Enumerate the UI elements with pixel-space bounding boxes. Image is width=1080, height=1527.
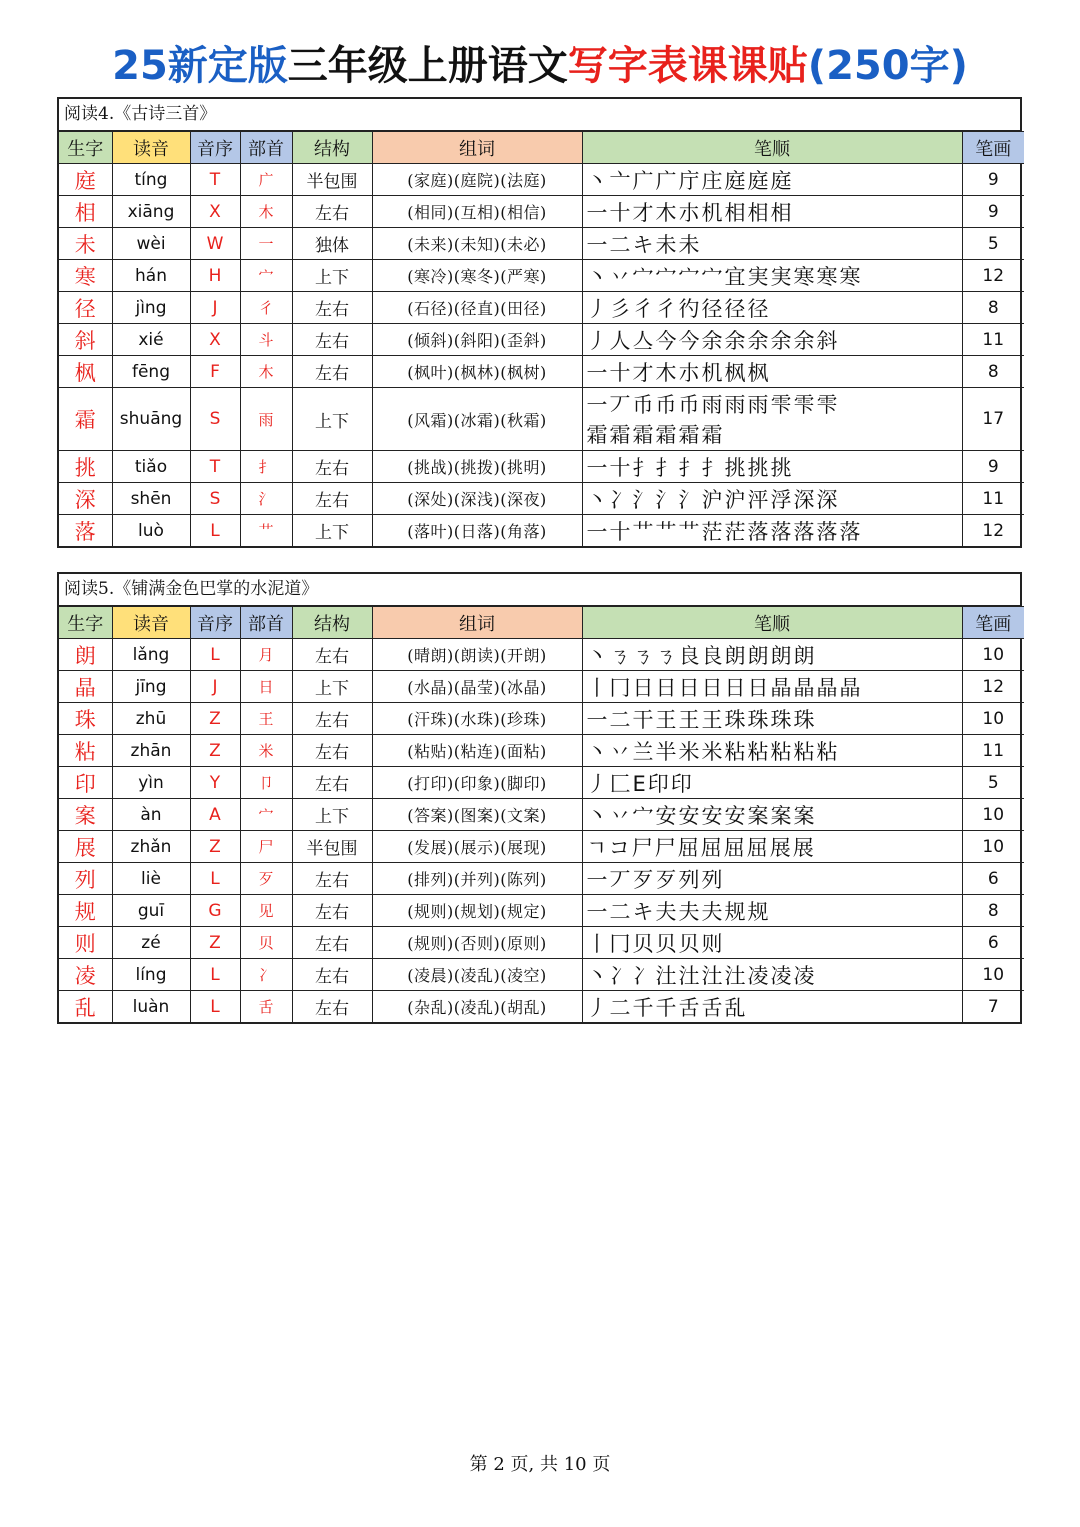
phonetic-order-cell: L <box>190 959 240 991</box>
stroke-order-cell <box>582 831 962 863</box>
stroke-order-cell <box>582 799 962 831</box>
word-group-cell: (答案)(图案)(文案) <box>372 799 582 831</box>
col-header-char: 生字 <box>59 132 112 164</box>
stroke-sequence: 丿二千千舌舌乱 <box>586 995 748 1020</box>
lesson-heading: 阅读5.《铺满金色巴掌的水泥道》 <box>59 574 1020 606</box>
phonetic-order-cell: S <box>190 483 240 515</box>
table-row <box>59 703 1024 735</box>
word-group-cell: (规则)(否则)(原则) <box>372 927 582 959</box>
radical-cell: 日 <box>240 671 292 703</box>
header-row <box>59 132 1024 164</box>
stroke-order-cell <box>582 927 962 959</box>
stroke-count-cell: 10 <box>962 703 1024 735</box>
stroke-sequence-continued: 霜霜霜霜霜霜 <box>586 423 725 447</box>
radical-cell: 见 <box>240 895 292 927</box>
phonetic-order-cell: Z <box>190 735 240 767</box>
col-header-strokes: 笔顺 <box>582 132 962 164</box>
structure-cell: 上下 <box>292 515 372 547</box>
stroke-sequence: 一十才木朩机枫枫 <box>586 360 771 385</box>
character-cell: 乱 <box>59 991 112 1023</box>
stroke-sequence: 丶亠广广庁庄庭庭庭 <box>586 168 794 193</box>
character-cell: 寒 <box>59 260 112 292</box>
structure-cell: 左右 <box>292 356 372 388</box>
phonetic-order-cell: T <box>190 164 240 196</box>
stroke-count-cell: 17 <box>962 388 1024 451</box>
word-group-cell: (未来)(未知)(未必) <box>372 228 582 260</box>
table-row <box>59 292 1024 324</box>
table-row <box>59 164 1024 196</box>
col-header-order: 音序 <box>190 607 240 639</box>
word-group-cell: (发展)(展示)(展现) <box>372 831 582 863</box>
radical-cell: 艹 <box>240 515 292 547</box>
pinyin-cell: shuāng <box>112 388 190 451</box>
table-row <box>59 991 1024 1023</box>
table-row <box>59 671 1024 703</box>
phonetic-order-cell: F <box>190 356 240 388</box>
header-row <box>59 607 1024 639</box>
pinyin-cell: hán <box>112 260 190 292</box>
radical-cell: 一 <box>240 228 292 260</box>
stroke-count-cell: 9 <box>962 451 1024 483</box>
character-cell: 径 <box>59 292 112 324</box>
col-header-order: 音序 <box>190 132 240 164</box>
radical-cell: 舌 <box>240 991 292 1023</box>
stroke-order-cell <box>582 767 962 799</box>
title-part-4: (250字) <box>807 43 968 89</box>
character-cell: 展 <box>59 831 112 863</box>
character-cell: 庭 <box>59 164 112 196</box>
structure-cell: 独体 <box>292 228 372 260</box>
stroke-count-cell: 10 <box>962 799 1024 831</box>
stroke-order-cell <box>582 260 962 292</box>
structure-cell: 左右 <box>292 703 372 735</box>
stroke-count-cell: 12 <box>962 260 1024 292</box>
pinyin-cell: zé <box>112 927 190 959</box>
stroke-sequence: 丶冫氵氵氵沪沪泙浮深深 <box>586 487 840 512</box>
stroke-sequence: 一十才木朩机相相相 <box>586 200 794 225</box>
stroke-order-cell <box>582 451 962 483</box>
table-row <box>59 356 1024 388</box>
radical-cell: 木 <box>240 356 292 388</box>
table-row <box>59 799 1024 831</box>
stroke-count-cell: 8 <box>962 895 1024 927</box>
phonetic-order-cell: H <box>190 260 240 292</box>
phonetic-order-cell: L <box>190 639 240 671</box>
lesson-heading: 阅读4.《古诗三首》 <box>59 99 1020 131</box>
pinyin-cell: shēn <box>112 483 190 515</box>
col-header-words: 组词 <box>372 132 582 164</box>
word-group-cell: (杂乱)(凌乱)(胡乱) <box>372 991 582 1023</box>
stroke-sequence: 一丆币币币雨雨雨雫雫雫 <box>586 393 840 417</box>
pinyin-cell: lǎng <box>112 639 190 671</box>
word-group-cell: (枫叶)(枫林)(枫树) <box>372 356 582 388</box>
radical-cell: 卩 <box>240 767 292 799</box>
title-part-3: 写字表课课贴 <box>567 43 808 89</box>
table-row <box>59 895 1024 927</box>
character-cell: 斜 <box>59 324 112 356</box>
pinyin-cell: yìn <box>112 767 190 799</box>
table-row <box>59 483 1024 515</box>
stroke-count-cell: 8 <box>962 356 1024 388</box>
stroke-count-cell: 6 <box>962 927 1024 959</box>
character-table <box>59 131 1024 546</box>
structure-cell: 左右 <box>292 639 372 671</box>
stroke-count-cell: 11 <box>962 324 1024 356</box>
word-group-cell: (石径)(径直)(田径) <box>372 292 582 324</box>
col-header-words: 组词 <box>372 607 582 639</box>
stroke-sequence: 一十扌扌扌扌挑挑挑 <box>586 455 794 480</box>
radical-cell: 宀 <box>240 799 292 831</box>
stroke-sequence: 一二干王王王珠珠珠珠 <box>586 707 817 732</box>
radical-cell: 冫 <box>240 959 292 991</box>
pinyin-cell: luàn <box>112 991 190 1023</box>
character-cell: 珠 <box>59 703 112 735</box>
stroke-order-cell <box>582 735 962 767</box>
pinyin-cell: jìng <box>112 292 190 324</box>
stroke-sequence: 一十艹艹艹茫茫落落落落落 <box>586 519 863 544</box>
table-row <box>59 196 1024 228</box>
table-row <box>59 831 1024 863</box>
col-header-radical: 部首 <box>240 132 292 164</box>
radical-cell: 彳 <box>240 292 292 324</box>
character-cell: 相 <box>59 196 112 228</box>
stroke-count-cell: 8 <box>962 292 1024 324</box>
stroke-sequence: 丿匚E印印 <box>586 771 694 796</box>
stroke-sequence: 丶丷宀宀宀宀宜実実寒寒寒 <box>586 264 863 289</box>
table-row <box>59 735 1024 767</box>
pinyin-cell: tiǎo <box>112 451 190 483</box>
table-row <box>59 451 1024 483</box>
word-group-cell: (落叶)(日落)(角落) <box>372 515 582 547</box>
title-part-1: 25新定版 <box>112 43 288 89</box>
radical-cell: 王 <box>240 703 292 735</box>
character-cell: 深 <box>59 483 112 515</box>
structure-cell: 左右 <box>292 451 372 483</box>
structure-cell: 左右 <box>292 735 372 767</box>
stroke-order-cell <box>582 388 962 451</box>
structure-cell: 上下 <box>292 388 372 451</box>
pinyin-cell: xiāng <box>112 196 190 228</box>
phonetic-order-cell: Z <box>190 831 240 863</box>
pinyin-cell: luò <box>112 515 190 547</box>
stroke-sequence: 丿彡彳彳彴径径径 <box>586 296 771 321</box>
pinyin-cell: líng <box>112 959 190 991</box>
stroke-count-cell: 10 <box>962 959 1024 991</box>
stroke-order-cell <box>582 228 962 260</box>
col-header-char: 生字 <box>59 607 112 639</box>
col-header-pinyin: 读音 <box>112 132 190 164</box>
stroke-sequence: 一二キ夫夫夫规规 <box>586 899 771 924</box>
stroke-count-cell: 5 <box>962 228 1024 260</box>
phonetic-order-cell: G <box>190 895 240 927</box>
lesson-table-reading5 <box>57 572 1022 1024</box>
character-cell: 印 <box>59 767 112 799</box>
structure-cell: 左右 <box>292 991 372 1023</box>
pinyin-cell: zhǎn <box>112 831 190 863</box>
structure-cell: 左右 <box>292 927 372 959</box>
stroke-order-cell <box>582 863 962 895</box>
phonetic-order-cell: W <box>190 228 240 260</box>
character-table <box>59 606 1024 1022</box>
stroke-count-cell: 11 <box>962 483 1024 515</box>
word-group-cell: (倾斜)(斜阳)(歪斜) <box>372 324 582 356</box>
stroke-order-cell <box>582 483 962 515</box>
character-cell: 粘 <box>59 735 112 767</box>
stroke-sequence: ㄱコ尸尸屈屈屈屈展展 <box>586 835 816 860</box>
word-group-cell: (打印)(印象)(脚印) <box>372 767 582 799</box>
character-cell: 案 <box>59 799 112 831</box>
stroke-count-cell: 12 <box>962 515 1024 547</box>
phonetic-order-cell: S <box>190 388 240 451</box>
radical-cell: 米 <box>240 735 292 767</box>
stroke-sequence: 一二キ未未 <box>586 232 702 257</box>
word-group-cell: (凌晨)(凌乱)(凌空) <box>372 959 582 991</box>
pinyin-cell: xié <box>112 324 190 356</box>
word-group-cell: (水晶)(晶莹)(冰晶) <box>372 671 582 703</box>
word-group-cell: (汗珠)(水珠)(珍珠) <box>372 703 582 735</box>
table-row <box>59 388 1024 451</box>
stroke-count-cell: 9 <box>962 196 1024 228</box>
pinyin-cell: zhān <box>112 735 190 767</box>
word-group-cell: (规则)(规划)(规定) <box>372 895 582 927</box>
word-group-cell: (深处)(深浅)(深夜) <box>372 483 582 515</box>
stroke-order-cell <box>582 324 962 356</box>
stroke-order-cell <box>582 671 962 703</box>
word-group-cell: (晴朗)(朗读)(开朗) <box>372 639 582 671</box>
phonetic-order-cell: Z <box>190 703 240 735</box>
col-header-strokes: 笔顺 <box>582 607 962 639</box>
structure-cell: 左右 <box>292 767 372 799</box>
stroke-order-cell <box>582 703 962 735</box>
character-cell: 落 <box>59 515 112 547</box>
stroke-order-cell <box>582 356 962 388</box>
word-group-cell: (挑战)(挑拨)(挑明) <box>372 451 582 483</box>
stroke-order-cell <box>582 895 962 927</box>
radical-cell: 月 <box>240 639 292 671</box>
lesson-table-reading4 <box>57 97 1022 548</box>
character-cell: 凌 <box>59 959 112 991</box>
radical-cell: 广 <box>240 164 292 196</box>
stroke-count-cell: 11 <box>962 735 1024 767</box>
radical-cell: 宀 <box>240 260 292 292</box>
table-row <box>59 767 1024 799</box>
radical-cell: 氵 <box>240 483 292 515</box>
structure-cell: 左右 <box>292 292 372 324</box>
stroke-count-cell: 5 <box>962 767 1024 799</box>
stroke-order-cell <box>582 639 962 671</box>
character-cell: 霜 <box>59 388 112 451</box>
radical-cell: 雨 <box>240 388 292 451</box>
structure-cell: 左右 <box>292 483 372 515</box>
word-group-cell: (排列)(并列)(陈列) <box>372 863 582 895</box>
pinyin-cell: zhū <box>112 703 190 735</box>
structure-cell: 半包围 <box>292 831 372 863</box>
phonetic-order-cell: X <box>190 196 240 228</box>
table-row <box>59 324 1024 356</box>
pinyin-cell: wèi <box>112 228 190 260</box>
stroke-sequence: 丨冂日日日日日日晶晶晶晶 <box>586 675 863 700</box>
radical-cell: 贝 <box>240 927 292 959</box>
phonetic-order-cell: Y <box>190 767 240 799</box>
character-cell: 挑 <box>59 451 112 483</box>
phonetic-order-cell: J <box>190 292 240 324</box>
stroke-order-cell <box>582 292 962 324</box>
structure-cell: 半包围 <box>292 164 372 196</box>
pinyin-cell: àn <box>112 799 190 831</box>
stroke-sequence: 丶冫冫汢汢汢汢凌凌凌 <box>586 963 817 988</box>
phonetic-order-cell: T <box>190 451 240 483</box>
phonetic-order-cell: J <box>190 671 240 703</box>
col-header-radical: 部首 <box>240 607 292 639</box>
phonetic-order-cell: Z <box>190 927 240 959</box>
character-cell: 晶 <box>59 671 112 703</box>
table-row <box>59 639 1024 671</box>
stroke-sequence: 丶丷兰半米米粘粘粘粘粘 <box>586 739 840 764</box>
structure-cell: 左右 <box>292 324 372 356</box>
page-footer: 第 2 页, 共 10 页 <box>469 1454 611 1475</box>
character-cell: 规 <box>59 895 112 927</box>
table-row <box>59 959 1024 991</box>
phonetic-order-cell: A <box>190 799 240 831</box>
stroke-count-cell: 9 <box>962 164 1024 196</box>
structure-cell: 上下 <box>292 671 372 703</box>
word-group-cell: (家庭)(庭院)(法庭) <box>372 164 582 196</box>
stroke-order-cell <box>582 959 962 991</box>
col-header-pinyin: 读音 <box>112 607 190 639</box>
stroke-count-cell: 10 <box>962 831 1024 863</box>
structure-cell: 左右 <box>292 959 372 991</box>
stroke-count-cell: 10 <box>962 639 1024 671</box>
page-title <box>0 38 1080 94</box>
col-header-count: 笔画 <box>962 607 1024 639</box>
pinyin-cell: jīng <box>112 671 190 703</box>
radical-cell: 斗 <box>240 324 292 356</box>
pinyin-cell: fēng <box>112 356 190 388</box>
structure-cell: 左右 <box>292 895 372 927</box>
structure-cell: 左右 <box>292 863 372 895</box>
phonetic-order-cell: L <box>190 515 240 547</box>
character-cell: 则 <box>59 927 112 959</box>
character-cell: 未 <box>59 228 112 260</box>
character-cell: 列 <box>59 863 112 895</box>
col-header-count: 笔画 <box>962 132 1024 164</box>
table-row <box>59 260 1024 292</box>
structure-cell: 上下 <box>292 260 372 292</box>
stroke-sequence: 丶丷宀安安安安案案案 <box>586 803 817 828</box>
pinyin-cell: tíng <box>112 164 190 196</box>
word-group-cell: (相同)(互相)(相信) <box>372 196 582 228</box>
stroke-count-cell: 7 <box>962 991 1024 1023</box>
stroke-order-cell <box>582 196 962 228</box>
phonetic-order-cell: L <box>190 991 240 1023</box>
radical-cell: 尸 <box>240 831 292 863</box>
stroke-sequence: 丶ㄋㄋㄋ良良朗朗朗朗 <box>586 643 817 668</box>
title-part-2: 三年级上册语文 <box>287 43 568 89</box>
structure-cell: 左右 <box>292 196 372 228</box>
table-row <box>59 863 1024 895</box>
stroke-order-cell <box>582 164 962 196</box>
stroke-sequence: 丨冂贝贝贝则 <box>586 931 725 956</box>
stroke-count-cell: 12 <box>962 671 1024 703</box>
word-group-cell: (风霜)(冰霜)(秋霜) <box>372 388 582 451</box>
structure-cell: 上下 <box>292 799 372 831</box>
stroke-sequence: 丿人亼今今余余余余余斜 <box>586 328 840 353</box>
stroke-sequence: 一丆歹歹列列 <box>586 867 725 892</box>
radical-cell: 木 <box>240 196 292 228</box>
radical-cell: 歹 <box>240 863 292 895</box>
table-row <box>59 927 1024 959</box>
character-cell: 朗 <box>59 639 112 671</box>
word-group-cell: (寒冷)(寒冬)(严寒) <box>372 260 582 292</box>
phonetic-order-cell: L <box>190 863 240 895</box>
pinyin-cell: liè <box>112 863 190 895</box>
character-cell: 枫 <box>59 356 112 388</box>
stroke-order-cell <box>582 515 962 547</box>
pinyin-cell: guī <box>112 895 190 927</box>
col-header-structure: 结构 <box>292 607 372 639</box>
table-row <box>59 515 1024 547</box>
phonetic-order-cell: X <box>190 324 240 356</box>
word-group-cell: (粘贴)(粘连)(面粘) <box>372 735 582 767</box>
stroke-count-cell: 6 <box>962 863 1024 895</box>
col-header-structure: 结构 <box>292 132 372 164</box>
table-row <box>59 228 1024 260</box>
radical-cell: 扌 <box>240 451 292 483</box>
stroke-order-cell <box>582 991 962 1023</box>
